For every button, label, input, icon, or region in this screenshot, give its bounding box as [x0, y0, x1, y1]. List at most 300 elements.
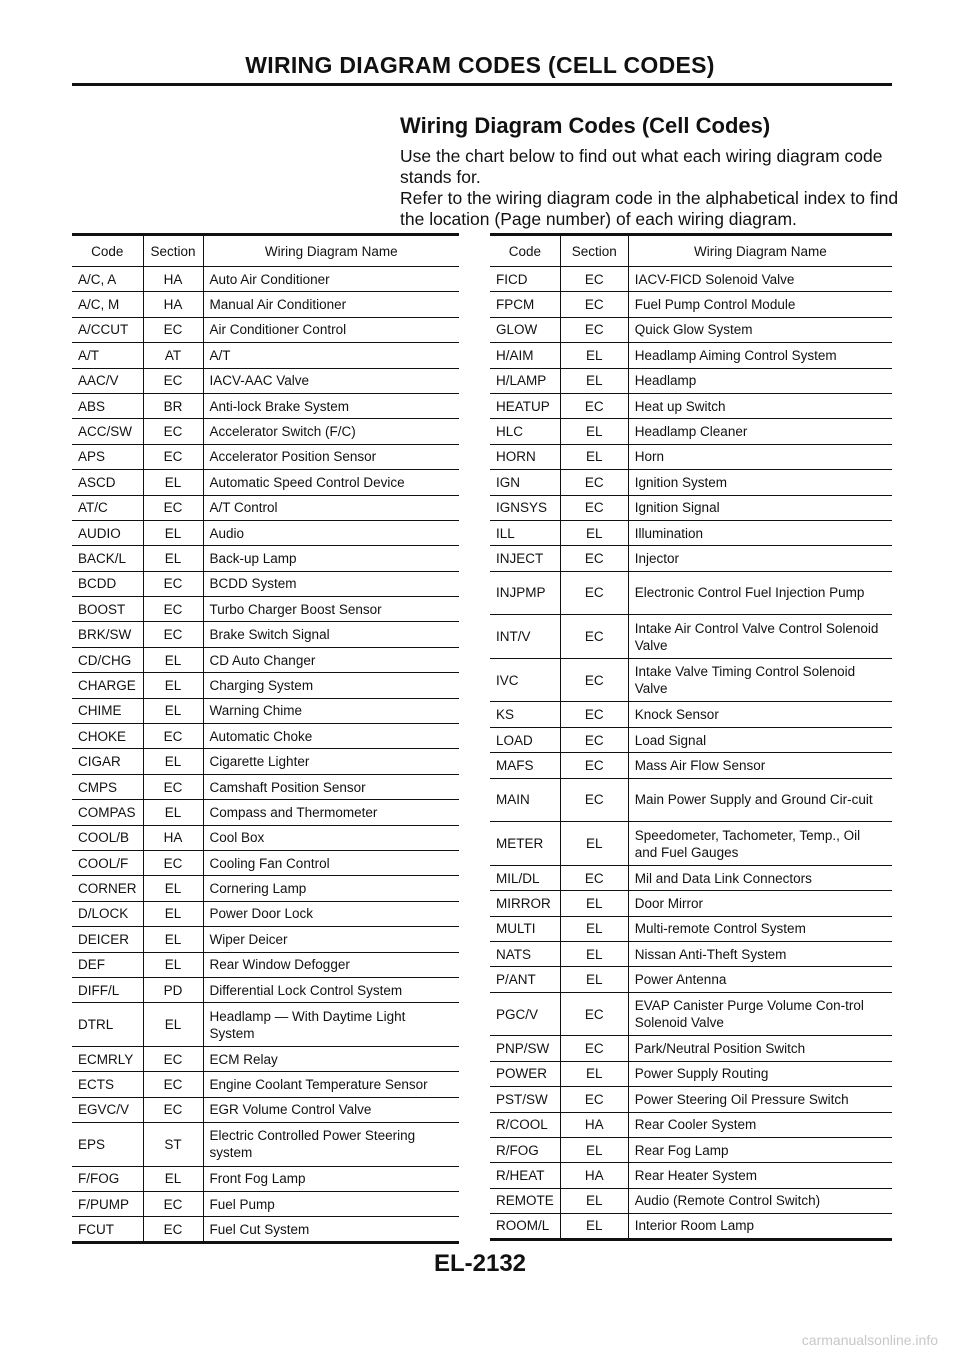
cell-code: CHARGE	[72, 673, 143, 698]
table-row	[490, 992, 892, 1036]
cell-name: Speedometer, Tachometer, Temp., Oil and Fuel Gauges	[628, 822, 892, 866]
cell-code: METER	[490, 822, 560, 866]
table-row	[72, 800, 459, 825]
cell-name: Injector	[628, 546, 892, 571]
table-row	[490, 368, 892, 393]
table-row	[490, 419, 892, 444]
intro-text	[400, 146, 900, 230]
cell-section: EC	[560, 727, 628, 752]
table-row	[72, 927, 459, 952]
cell-code: EPS	[72, 1123, 143, 1167]
cell-code: GLOW	[490, 317, 560, 342]
intro-paragraph-2: Refer to the wiring diagram code in the alphabetical index to find the location (Page number) of each wiring diagram.	[400, 188, 899, 229]
table-row	[72, 1072, 459, 1097]
cell-code: CORNER	[72, 876, 143, 901]
cell-name: Fuel Pump	[203, 1192, 459, 1217]
table-row	[490, 470, 892, 495]
cell-section: EL	[560, 444, 628, 469]
cell-section: EC	[560, 267, 628, 292]
cell-code: IGNSYS	[490, 495, 560, 520]
cell-name: Turbo Charger Boost Sensor	[203, 597, 459, 622]
cell-section: EC	[560, 495, 628, 520]
table-row	[72, 495, 459, 520]
cell-name: Cigarette Lighter	[203, 749, 459, 774]
table-row	[490, 753, 892, 778]
cell-name: CD Auto Changer	[203, 647, 459, 672]
table-row	[72, 825, 459, 850]
cell-code: PNP/SW	[490, 1036, 560, 1061]
cell-name: Accelerator Switch (F/C)	[203, 419, 459, 444]
table-row	[490, 1087, 892, 1112]
cell-section: EL	[560, 916, 628, 941]
table-row	[490, 778, 892, 822]
cell-section: EL	[143, 800, 203, 825]
cell-name: Automatic Speed Control Device	[203, 470, 459, 495]
cell-section: EL	[560, 520, 628, 545]
cell-section: EC	[560, 865, 628, 890]
cell-code: BRK/SW	[72, 622, 143, 647]
cell-section: EL	[560, 343, 628, 368]
cell-code: BACK/L	[72, 546, 143, 571]
cell-code: INT/V	[490, 615, 560, 659]
table-row	[490, 658, 892, 702]
cell-section: EC	[143, 571, 203, 596]
table-row	[490, 822, 892, 866]
table-row	[490, 1112, 892, 1137]
cell-section: EC	[560, 292, 628, 317]
cell-name: Mass Air Flow Sensor	[628, 753, 892, 778]
cell-code: HLC	[490, 419, 560, 444]
cell-code: H/LAMP	[490, 368, 560, 393]
table-row	[490, 495, 892, 520]
cell-section: EL	[143, 647, 203, 672]
cell-name: Headlamp — With Daytime Light System	[203, 1003, 459, 1047]
cell-section: EC	[560, 753, 628, 778]
cell-code: BCDD	[72, 571, 143, 596]
cell-name: Compass and Thermometer	[203, 800, 459, 825]
cell-section: EL	[143, 876, 203, 901]
cell-name: Headlamp	[628, 368, 892, 393]
cell-name: Brake Switch Signal	[203, 622, 459, 647]
cell-name: Rear Fog Lamp	[628, 1137, 892, 1162]
cell-code: MAFS	[490, 753, 560, 778]
table-row	[72, 267, 459, 292]
page-number: EL-2132	[433, 1250, 527, 1277]
cell-code: INJECT	[490, 546, 560, 571]
header-rule	[72, 83, 892, 86]
cell-name: Electronic Control Fuel Injection Pump	[628, 571, 892, 615]
cell-code: REMOTE	[490, 1188, 560, 1213]
cell-code: DIFF/L	[72, 977, 143, 1002]
cell-name: EVAP Canister Purge Volume Con-trol Solenoid Valve	[628, 992, 892, 1036]
cell-name: Multi-remote Control System	[628, 916, 892, 941]
table-row	[490, 967, 892, 992]
table-row	[490, 1061, 892, 1086]
cell-name: A/T Control	[203, 495, 459, 520]
cell-section: EC	[143, 368, 203, 393]
cell-code: ASCD	[72, 470, 143, 495]
cell-section: EC	[143, 724, 203, 749]
cell-section: EC	[143, 597, 203, 622]
cell-name: Camshaft Position Sensor	[203, 774, 459, 799]
table-row	[490, 1137, 892, 1162]
cell-code: R/HEAT	[490, 1163, 560, 1188]
cell-name: Back-up Lamp	[203, 546, 459, 571]
table-row	[72, 1097, 459, 1122]
cell-name: Quick Glow System	[628, 317, 892, 342]
table-row	[72, 520, 459, 545]
table-row	[490, 571, 892, 615]
cell-name: Illumination	[628, 520, 892, 545]
cell-code: KS	[490, 702, 560, 727]
cell-name: Intake Air Control Valve Control Solenoid Valve	[628, 615, 892, 659]
cell-section: EL	[560, 891, 628, 916]
table-row	[72, 724, 459, 749]
table-row	[72, 368, 459, 393]
cell-section: EC	[143, 444, 203, 469]
cell-section: EL	[143, 1003, 203, 1047]
column-header-code: Code	[72, 235, 143, 267]
cell-code: POWER	[490, 1061, 560, 1086]
table-row	[72, 343, 459, 368]
cell-section: EC	[143, 1097, 203, 1122]
cell-section: ST	[143, 1123, 203, 1167]
cell-section: EC	[560, 571, 628, 615]
cell-section: EC	[143, 622, 203, 647]
cell-section: EL	[143, 901, 203, 926]
cell-name: Front Fog Lamp	[203, 1166, 459, 1191]
cell-name: Knock Sensor	[628, 702, 892, 727]
table-row	[72, 1003, 459, 1047]
cell-name: Wiper Deicer	[203, 927, 459, 952]
cell-name: Differential Lock Control System	[203, 977, 459, 1002]
cell-code: AUDIO	[72, 520, 143, 545]
cell-code: APS	[72, 444, 143, 469]
cell-section: EC	[560, 1036, 628, 1061]
cell-section: BR	[143, 393, 203, 418]
cell-code: MIL/DL	[490, 865, 560, 890]
cell-section: EC	[143, 1217, 203, 1242]
cell-code: D/LOCK	[72, 901, 143, 926]
cell-name: Cooling Fan Control	[203, 850, 459, 875]
cell-code: EGVC/V	[72, 1097, 143, 1122]
codes-table-right	[490, 233, 892, 1241]
cell-code: ROOM/L	[490, 1214, 560, 1239]
table-row	[72, 698, 459, 723]
cell-name: Headlamp Aiming Control System	[628, 343, 892, 368]
cell-code: PGC/V	[490, 992, 560, 1036]
cell-name: Power Door Lock	[203, 901, 459, 926]
table-row	[72, 393, 459, 418]
table-row	[490, 702, 892, 727]
cell-name: Audio	[203, 520, 459, 545]
cell-code: LOAD	[490, 727, 560, 752]
table-row	[490, 942, 892, 967]
cell-section: EL	[143, 749, 203, 774]
table-row	[490, 343, 892, 368]
table-row	[72, 470, 459, 495]
cell-section: EL	[143, 927, 203, 952]
cell-section: EC	[143, 419, 203, 444]
cell-code: PST/SW	[490, 1087, 560, 1112]
cell-code: A/C, M	[72, 292, 143, 317]
cell-code: F/FOG	[72, 1166, 143, 1191]
cell-name: Audio (Remote Control Switch)	[628, 1188, 892, 1213]
cell-name: Manual Air Conditioner	[203, 292, 459, 317]
cell-name: Ignition System	[628, 470, 892, 495]
cell-code: HEATUP	[490, 393, 560, 418]
cell-name: Electric Controlled Power Steering system	[203, 1123, 459, 1167]
cell-name: Heat up Switch	[628, 393, 892, 418]
table-row	[72, 419, 459, 444]
cell-name: Rear Heater System	[628, 1163, 892, 1188]
cell-section: EC	[143, 774, 203, 799]
cell-code: HORN	[490, 444, 560, 469]
cell-section: EL	[143, 952, 203, 977]
table-row	[72, 571, 459, 596]
cell-section: EC	[560, 992, 628, 1036]
cell-name: EGR Volume Control Valve	[203, 1097, 459, 1122]
cell-section: EC	[560, 546, 628, 571]
cell-code: CIGAR	[72, 749, 143, 774]
table-row	[490, 520, 892, 545]
cell-code: FCUT	[72, 1217, 143, 1242]
table-row	[72, 673, 459, 698]
table-body-right	[490, 267, 892, 1240]
table-row	[490, 393, 892, 418]
table-row	[490, 1036, 892, 1061]
cell-name: Power Steering Oil Pressure Switch	[628, 1087, 892, 1112]
cell-code: ABS	[72, 393, 143, 418]
cell-code: R/COOL	[490, 1112, 560, 1137]
cell-name: A/T	[203, 343, 459, 368]
table-row	[490, 916, 892, 941]
cell-section: EC	[560, 1087, 628, 1112]
cell-name: Interior Room Lamp	[628, 1214, 892, 1239]
cell-section: EC	[143, 1072, 203, 1097]
cell-section: EL	[560, 822, 628, 866]
intro-paragraph-1: Use the chart below to find out what each wiring diagram code stands for.	[400, 146, 883, 187]
table-body-left	[72, 267, 459, 1243]
cell-section: EL	[143, 673, 203, 698]
cell-section: EC	[143, 317, 203, 342]
cell-code: AAC/V	[72, 368, 143, 393]
cell-section: EC	[560, 615, 628, 659]
cell-name: Intake Valve Timing Control Solenoid Valve	[628, 658, 892, 702]
column-header-section: Section	[143, 235, 203, 267]
cell-section: EC	[560, 702, 628, 727]
cell-code: DEF	[72, 952, 143, 977]
column-header-code: Code	[490, 235, 560, 267]
cell-name: Engine Coolant Temperature Sensor	[203, 1072, 459, 1097]
table-row	[490, 292, 892, 317]
cell-section: EL	[143, 520, 203, 545]
table-row	[72, 1166, 459, 1191]
page-header-title: WIRING DIAGRAM CODES (CELL CODES)	[245, 52, 715, 78]
cell-section: AT	[143, 343, 203, 368]
column-header-name: Wiring Diagram Name	[628, 235, 892, 267]
table-row	[72, 1192, 459, 1217]
cell-name: Mil and Data Link Connectors	[628, 865, 892, 890]
cell-section: EL	[560, 1188, 628, 1213]
table-row	[72, 647, 459, 672]
cell-name: Warning Chime	[203, 698, 459, 723]
document-title: Wiring Diagram Codes (Cell Codes)	[400, 113, 771, 138]
cell-section: PD	[143, 977, 203, 1002]
cell-name: Park/Neutral Position Switch	[628, 1036, 892, 1061]
cell-name: Nissan Anti-Theft System	[628, 942, 892, 967]
table-row	[72, 977, 459, 1002]
cell-section: EL	[560, 1137, 628, 1162]
cell-code: COOL/B	[72, 825, 143, 850]
cell-name: Rear Cooler System	[628, 1112, 892, 1137]
cell-section: EL	[560, 1214, 628, 1239]
cell-section: HA	[560, 1112, 628, 1137]
cell-section: HA	[560, 1163, 628, 1188]
cell-name: Charging System	[203, 673, 459, 698]
table-row	[490, 1214, 892, 1239]
cell-code: A/CCUT	[72, 317, 143, 342]
cell-section: HA	[143, 825, 203, 850]
cell-section: EC	[560, 658, 628, 702]
cell-code: CD/CHG	[72, 647, 143, 672]
table-row	[72, 749, 459, 774]
column-header-section: Section	[560, 235, 628, 267]
cell-name: IACV-FICD Solenoid Valve	[628, 267, 892, 292]
cell-code: R/FOG	[490, 1137, 560, 1162]
table-row	[490, 727, 892, 752]
cell-name: Ignition Signal	[628, 495, 892, 520]
table-row	[490, 267, 892, 292]
cell-name: Fuel Cut System	[203, 1217, 459, 1242]
cell-section: HA	[143, 292, 203, 317]
cell-name: IACV-AAC Valve	[203, 368, 459, 393]
cell-code: CHIME	[72, 698, 143, 723]
cell-code: IVC	[490, 658, 560, 702]
cell-name: Cool Box	[203, 825, 459, 850]
table-row	[72, 1123, 459, 1167]
table-row	[490, 865, 892, 890]
cell-code: MULTI	[490, 916, 560, 941]
cell-section: EL	[143, 698, 203, 723]
cell-code: CHOKE	[72, 724, 143, 749]
cell-section: EL	[560, 1061, 628, 1086]
table-row	[72, 901, 459, 926]
cell-code: P/ANT	[490, 967, 560, 992]
cell-code: F/PUMP	[72, 1192, 143, 1217]
cell-section: EL	[560, 419, 628, 444]
cell-section: EC	[560, 778, 628, 822]
table-row	[490, 891, 892, 916]
cell-code: DTRL	[72, 1003, 143, 1047]
cell-code: NATS	[490, 942, 560, 967]
cell-code: IGN	[490, 470, 560, 495]
table-row	[72, 850, 459, 875]
cell-code: MAIN	[490, 778, 560, 822]
table-header-row	[490, 235, 892, 267]
cell-section: EL	[143, 546, 203, 571]
cell-code: COOL/F	[72, 850, 143, 875]
table-row	[490, 546, 892, 571]
cell-section: EC	[560, 317, 628, 342]
codes-table-left	[72, 233, 459, 1244]
table-row	[72, 876, 459, 901]
cell-name: Power Supply Routing	[628, 1061, 892, 1086]
cell-section: EC	[143, 1046, 203, 1071]
table-row	[72, 622, 459, 647]
cell-code: INJPMP	[490, 571, 560, 615]
cell-section: EL	[143, 470, 203, 495]
cell-name: Power Antenna	[628, 967, 892, 992]
cell-code: H/AIM	[490, 343, 560, 368]
cell-code: A/T	[72, 343, 143, 368]
cell-code: ECTS	[72, 1072, 143, 1097]
cell-name: Headlamp Cleaner	[628, 419, 892, 444]
cell-name: Air Conditioner Control	[203, 317, 459, 342]
cell-name: ECM Relay	[203, 1046, 459, 1071]
cell-name: Fuel Pump Control Module	[628, 292, 892, 317]
table-row	[72, 1217, 459, 1242]
cell-code: ILL	[490, 520, 560, 545]
table-row	[72, 1046, 459, 1071]
cell-name: Accelerator Position Sensor	[203, 444, 459, 469]
cell-section: EL	[560, 967, 628, 992]
cell-section: HA	[143, 267, 203, 292]
cell-name: Auto Air Conditioner	[203, 267, 459, 292]
table-row	[72, 292, 459, 317]
table-row	[72, 317, 459, 342]
table-header-row	[72, 235, 459, 267]
cell-section: EC	[143, 850, 203, 875]
cell-code: AT/C	[72, 495, 143, 520]
table-row	[490, 444, 892, 469]
cell-name: Load Signal	[628, 727, 892, 752]
column-header-name: Wiring Diagram Name	[203, 235, 459, 267]
table-row	[72, 952, 459, 977]
table-row	[72, 546, 459, 571]
table-row	[72, 774, 459, 799]
cell-section: EL	[560, 942, 628, 967]
cell-section: EC	[143, 1192, 203, 1217]
cell-section: EC	[143, 495, 203, 520]
cell-code: BOOST	[72, 597, 143, 622]
watermark: carmanualsonline.info	[801, 1332, 938, 1348]
cell-name: Door Mirror	[628, 891, 892, 916]
cell-name: BCDD System	[203, 571, 459, 596]
cell-name: Automatic Choke	[203, 724, 459, 749]
table-row	[490, 1163, 892, 1188]
cell-name: Main Power Supply and Ground Cir-cuit	[628, 778, 892, 822]
cell-code: ECMRLY	[72, 1046, 143, 1071]
cell-section: EL	[143, 1166, 203, 1191]
cell-section: EC	[560, 470, 628, 495]
cell-section: EC	[560, 393, 628, 418]
cell-section: EL	[560, 368, 628, 393]
cell-code: ACC/SW	[72, 419, 143, 444]
table-row	[72, 444, 459, 469]
cell-code: CMPS	[72, 774, 143, 799]
table-row	[490, 317, 892, 342]
table-row	[72, 597, 459, 622]
cell-name: Horn	[628, 444, 892, 469]
cell-name: Anti-lock Brake System	[203, 393, 459, 418]
table-row	[490, 615, 892, 659]
cell-code: FPCM	[490, 292, 560, 317]
cell-code: MIRROR	[490, 891, 560, 916]
cell-code: FICD	[490, 267, 560, 292]
cell-code: COMPAS	[72, 800, 143, 825]
cell-name: Cornering Lamp	[203, 876, 459, 901]
